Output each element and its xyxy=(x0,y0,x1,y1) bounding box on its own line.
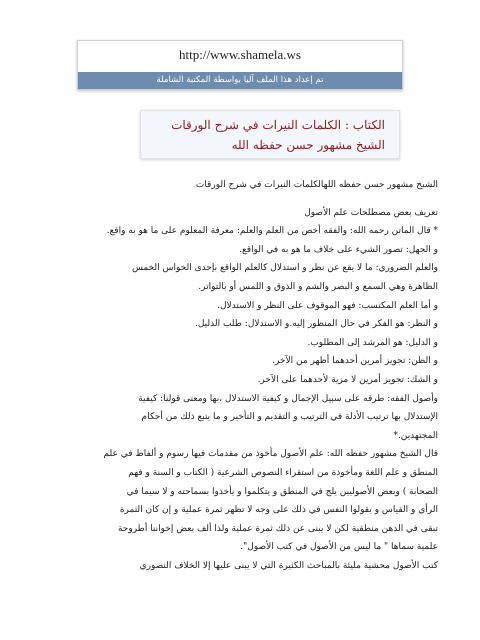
text-line: و أما العلم المكتسب: فهو الموقوف على النظر و الاستدلال. xyxy=(217,300,438,311)
book-title: الكتاب : الكلمات النيرات في شرح الورقات xyxy=(171,118,385,132)
text-line: * قال الماتن رحمه الله: والفقه أخص من العلم والعلم: معرفة المعلوم على ما هو به واقع. xyxy=(106,226,438,237)
site-url[interactable]: http://www.shamela.ws xyxy=(179,47,301,62)
text-line: الإستدلال بها ترتيب الأدلة في الترتيب و التقديم و التأخير و ما يتبع ذلك من أحكام xyxy=(141,412,438,423)
text-line: كتب الأصول محشية مليئة بالمباحث الكثيرة التي لا يبنى عليها إلا الخلاف النصوري xyxy=(139,560,438,571)
text-line: وأصول الفقه: طرقه على سبيل الإجمال و كيفية الاستدلال ،بها ومعنى قولنا: كيفية xyxy=(138,393,438,404)
text-line: المنطق و علم اللغة ومأخوذة من استقراء النصوص الشرعية ( الكتاب و السنة و فهم xyxy=(128,467,438,478)
book-title-box xyxy=(140,110,400,159)
text-line: علمية سماها " ما ليس من الأصول في كتب الأصول". xyxy=(240,542,438,553)
text-line: المجتهدين.* xyxy=(393,430,438,441)
site-header xyxy=(77,40,403,90)
generated-by-banner: تم إعداد هذا الملف آليا بواسطة المكتبة الشاملة xyxy=(78,72,402,89)
text-line: والعلم الضروري: ما لا يقع عن نظر و استدلال كالعلم الواقع بإحدى الحواس الخمس xyxy=(131,263,438,274)
text-line: قال الشيخ مشهور حفظه الله: علم الأصول مأخوذ من مقدمات فيها رسوم و ألفاظ في علم xyxy=(103,449,438,460)
text-line: الرأي و القياس و يقولوا النفس في ذلك على وجه لا تظهر ثمرة عملية و إن كان الثمرة xyxy=(119,505,438,516)
text-line: تبقى في الذهن منطقية لكن لا يبنى عن ذلك ثمرة عملية ولذا ألف بعض إخواننا أطروحة xyxy=(117,523,438,534)
text-line: و الشك: تجويز أمرين لا مزية لأحدهما على الآخر. xyxy=(257,374,438,385)
book-author: الشيخ مشهور حسن حفظه الله xyxy=(231,138,385,152)
text-line: و الدليل: هو المرشد إلى المطلوب. xyxy=(307,337,438,348)
intro-line: الشيخ مشهور حسن حفظه اللهالكلمات النيرات في شرح الورقات xyxy=(195,180,438,190)
text-line: الظاهرة وهي السمع و البصر والشم و الذوق و اللمس أو بالتواتر. xyxy=(198,281,438,292)
text-line: تعريف بعض مصطلحات علم الأصول xyxy=(304,207,438,218)
text-line: و الجهل: تصور الشيء على خلاف ما هو به في الواقع. xyxy=(239,244,438,255)
text-line: الصحابة ) وبعض الأصوليين يلج في المنطق و يتكلموا و يأخذوا بسماحته و لا سيما في xyxy=(126,486,438,497)
document-body xyxy=(80,176,438,575)
text-line: و النظر: هو الفكر في حال المنظور إليه.و الاستدلال: طلب الدليل. xyxy=(195,319,438,330)
text-line: و الظن: تجويز أمرين أحدهما أظهر من الآخر. xyxy=(272,356,438,367)
